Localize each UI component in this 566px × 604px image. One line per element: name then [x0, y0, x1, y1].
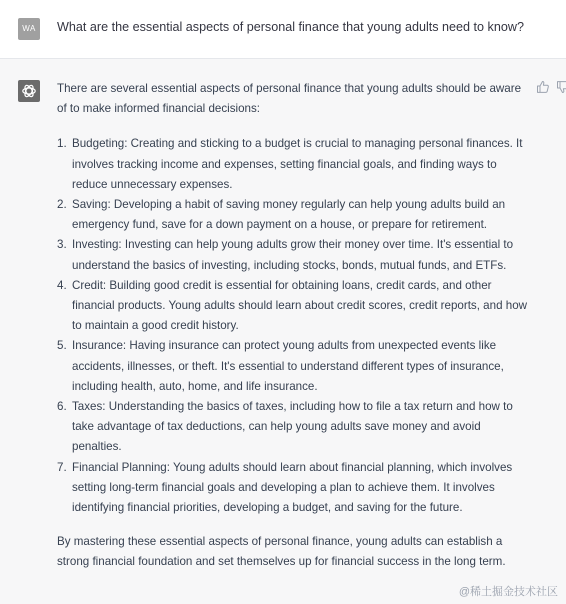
assistant-message-content [57, 79, 533, 573]
list-item-number: 5. [57, 339, 67, 353]
list-item-number: 6. [57, 400, 67, 414]
list-item [57, 276, 533, 337]
aspects-list [57, 134, 533, 518]
intro-paragraph: There are several essential aspects of personal finance that young adults should be aware of to make informed financial decisions: [57, 82, 522, 116]
list-item [57, 134, 533, 195]
list-item-text: Taxes: Understanding the basics of taxes, including how to file a tax return and how to take advantage of tax deductions, can help young adults save money and avoid penalties. [72, 400, 513, 454]
list-item-text: Budgeting: Creating and sticking to a budget is crucial to managing personal finances. It involves tracking income and expenses, setting financial goals, and finding ways to reduce unnecessary expenses. [72, 137, 523, 191]
list-item [57, 195, 533, 235]
list-item [57, 235, 533, 275]
list-item-text: Credit: Building good credit is essential for obtaining loans, credit cards, and other financial products. Young adults should learn about credit scores, credit reports, and how to maintain a good credit history. [72, 278, 528, 333]
list-item-text: Financial Planning: Young adults should learn about financial planning, which involves setting long-term financial goals and developing a plan to achieve them. It involves identifying financial priorities, developing a budget, and saving for the future. [72, 460, 513, 515]
list-item-number: 3. [57, 238, 67, 252]
user-avatar: WA [18, 18, 40, 40]
list-item-number: 1. [57, 137, 67, 151]
assistant-message-row [0, 59, 566, 604]
list-item-number: 4. [57, 278, 67, 292]
list-item [57, 458, 533, 519]
watermark: @稀土掘金技术社区 [458, 586, 558, 598]
list-item-number: 7. [57, 460, 67, 474]
list-item-text: Insurance: Having insurance can protect young adults from unexpected events like accidents, illnesses, or theft. It's essential to understand different types of insurance, including health, auto, home, and life insurance. [72, 339, 504, 393]
list-item [57, 336, 533, 397]
user-message-row [0, 0, 566, 59]
thumbs-down-icon[interactable] [556, 80, 566, 94]
list-item [57, 397, 533, 458]
list-item-text: Investing: Investing can help young adults grow their money over time. It's essential to understand the basics of investing, including stocks, bonds, mutual funds, and ETFs. [72, 238, 514, 272]
thumbs-up-icon[interactable] [536, 80, 550, 94]
user-message-text: What are the essential aspects of personal finance that young adults need to know? [57, 20, 524, 34]
openai-logo-icon [18, 80, 40, 102]
outro-paragraph: By mastering these essential aspects of personal finance, young adults can establish a strong financial foundation and set themselves up for financial success in the long term. [57, 535, 506, 569]
list-item-text: Saving: Developing a habit of saving money regularly can help young adults build an emergency fund, save for a down payment on a house, or prepare for retirement. [72, 198, 506, 232]
list-item-number: 2. [57, 198, 67, 212]
